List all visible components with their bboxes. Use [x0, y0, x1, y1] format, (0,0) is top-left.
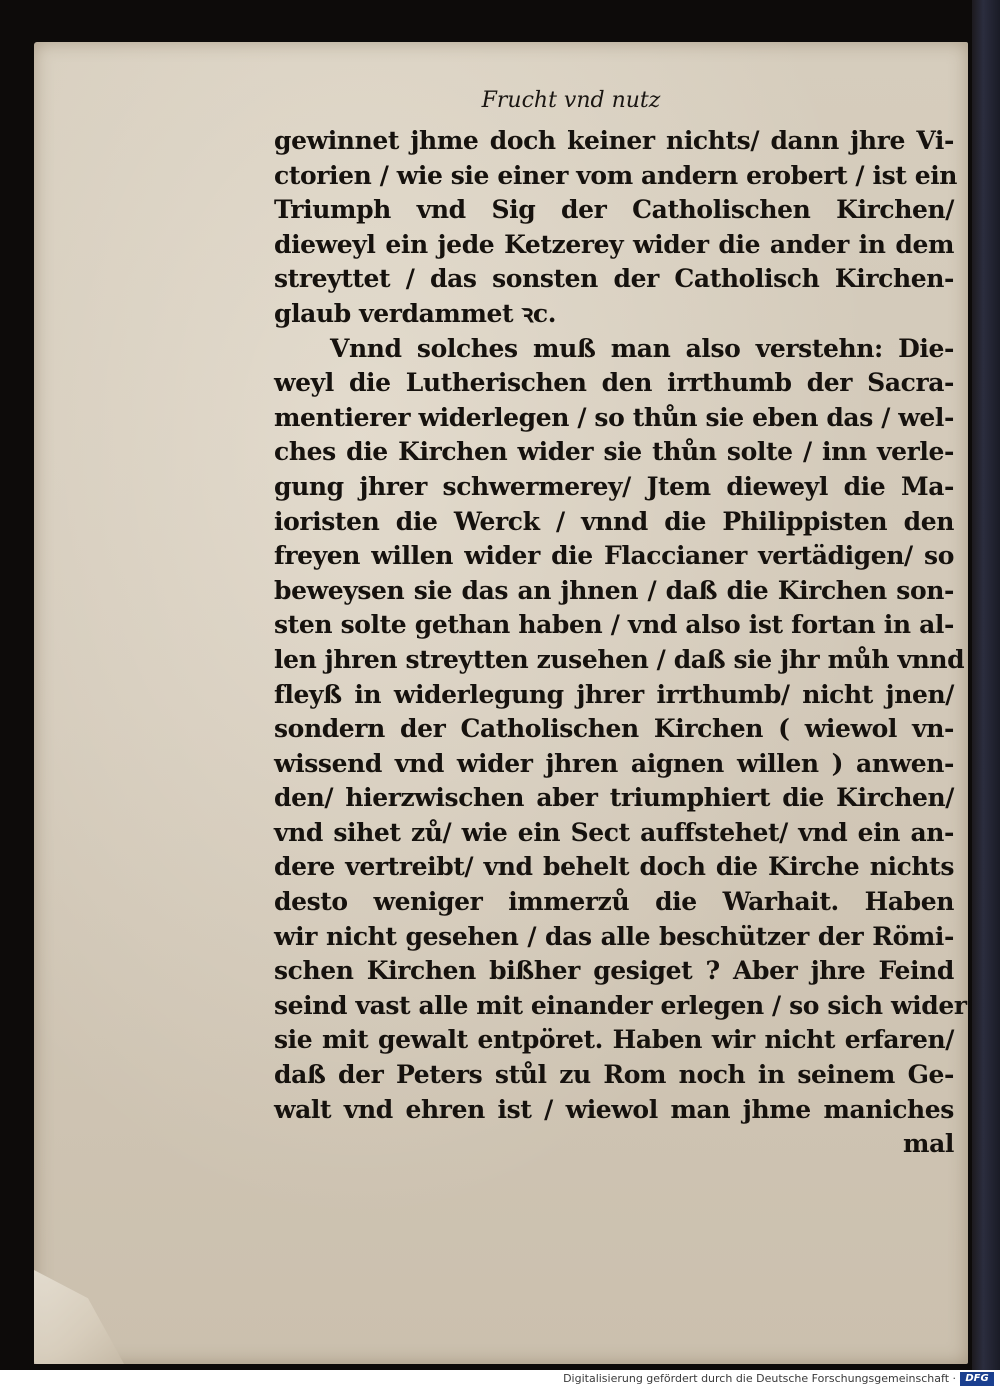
text-line: seind vast alle mit einander erlegen / so sich wider	[274, 990, 967, 1020]
text-line: vnd sihet zů/ wie ein Sect auffstehet/ vnd ein an-	[274, 817, 954, 847]
funding-credit: Digitalisierung gefördert durch die Deutsche Forschungsgemeinschaft ·	[563, 1372, 956, 1385]
text-line: Vnnd solches muß man also verstehn: Die-	[330, 333, 954, 363]
text-line: weyl die Lutherischen den irrthumb der Sacra-	[274, 368, 954, 398]
text-line: len jhren streytten zusehen / daß sie jhr můh vnnd	[274, 644, 965, 674]
catchword: mal	[903, 1129, 954, 1159]
book-binding	[972, 0, 1000, 1370]
text-line: desto weniger immerzů die Warhait. Haben	[274, 887, 954, 917]
text-line: walt vnd ehren ist / wiewol man jhme maniches	[274, 1094, 954, 1124]
text-line: gewinnet jhme doch keiner nichts/ dann jhre Vi-	[274, 126, 954, 155]
footer-bar	[0, 1370, 1000, 1389]
text-line: Triumph vnd Sig der Catholischen Kirchen/	[274, 195, 954, 225]
running-header: Frucht vnd nutz	[481, 88, 661, 113]
text-line: ioristen die Werck / vnnd die Philippisten den	[274, 506, 954, 536]
body-text	[274, 124, 967, 1162]
text-line: sten solte gethan haben / vnd also ist fortan in al-	[274, 610, 954, 640]
text-line: ches die Kirchen wider sie thůn solte / inn verle-	[274, 437, 954, 467]
dfg-logo[interactable]: DFG	[960, 1372, 994, 1386]
text-line: sie mit gewalt entpöret. Haben wir nicht erfaren/	[274, 1025, 954, 1055]
scanned-page	[34, 42, 968, 1364]
text-line: mentierer widerlegen / so thůn sie eben das / wel-	[274, 402, 954, 432]
text-line: dere vertreibt/ vnd behelt doch die Kirche nichts	[274, 852, 954, 882]
text-line: fleyß in widerlegung jhrer irrthumb/ nicht jnen/	[274, 679, 954, 709]
text-line: glaub verdammet ꝛc.	[274, 298, 557, 328]
text-line: schen Kirchen bißher gesiget ? Aber jhre Feind	[274, 956, 954, 986]
text-line: daß der Peters stůl zu Rom noch in seinem Ge-	[274, 1060, 954, 1090]
text-line: streyttet / das sonsten der Catholisch Kirchen-	[274, 264, 954, 294]
text-line: wir nicht gesehen / das alle beschützer der Römi-	[274, 921, 954, 951]
text-line: wissend vnd wider jhren aignen willen ) anwen-	[274, 748, 954, 778]
text-line: gung jhrer schwermerey/ Jtem dieweyl die Ma-	[274, 471, 954, 501]
text-line: dieweyl ein jede Ketzerey wider die ander in dem	[274, 229, 954, 259]
text-line: sondern der Catholischen Kirchen ( wiewol vn-	[274, 714, 954, 744]
text-line: den/ hierzwischen aber triumphiert die Kirchen/	[274, 783, 954, 813]
text-line: beweysen sie das an jhnen / daß die Kirchen son-	[274, 575, 954, 605]
text-line: freyen willen wider die Flaccianer vertädigen/ so	[274, 541, 954, 571]
text-line: ctorien / wie sie einer vom andern erobert / ist ein	[274, 160, 958, 190]
